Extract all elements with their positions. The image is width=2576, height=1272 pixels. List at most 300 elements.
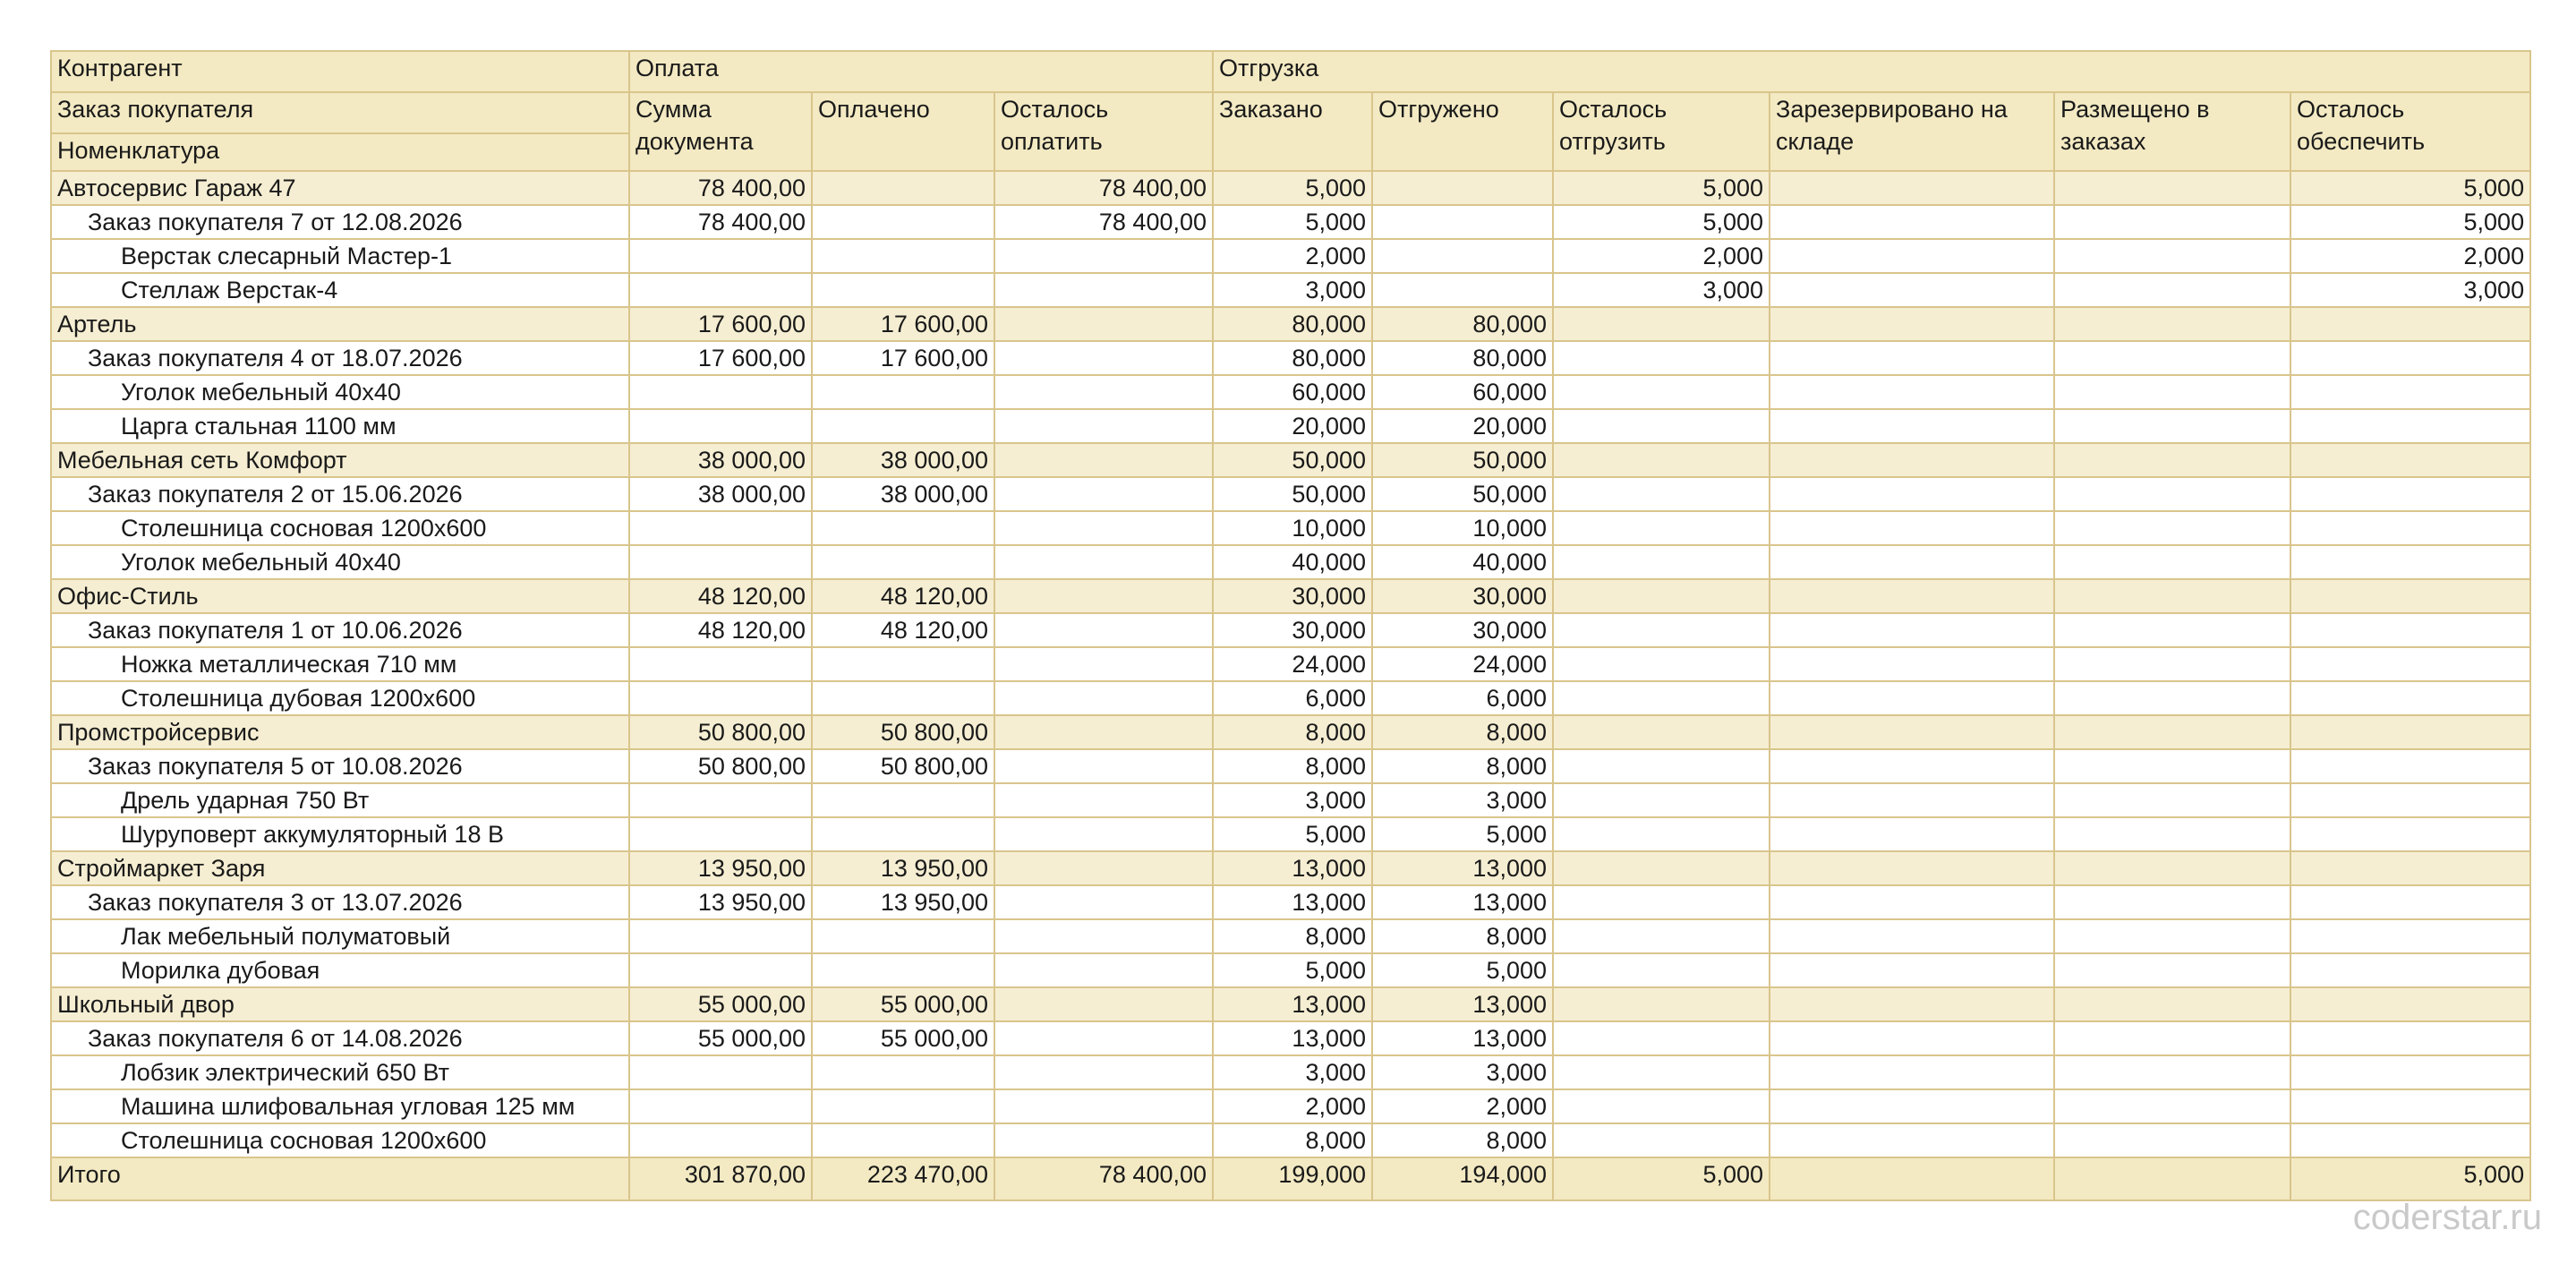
row-value-cell xyxy=(1770,1123,2054,1157)
contragent-row xyxy=(51,443,2530,477)
row-value-cell xyxy=(629,409,812,443)
row-value-cell: 55 000,00 xyxy=(629,1021,812,1055)
row-value-cell xyxy=(2054,681,2290,715)
row-value-cell xyxy=(994,987,1213,1021)
row-value-cell: 8,000 xyxy=(1372,749,1553,783)
row-value-cell xyxy=(629,817,812,851)
total-cell: 194,000 xyxy=(1372,1157,1553,1200)
row-value-cell xyxy=(1553,987,1770,1021)
row-value-cell xyxy=(2290,1021,2530,1055)
contragent-row xyxy=(51,579,2530,613)
row-value-cell: 2,000 xyxy=(2290,239,2530,273)
row-value-cell xyxy=(2290,681,2530,715)
row-name: Верстак слесарный Мастер-1 xyxy=(51,239,629,273)
row-value-cell xyxy=(812,205,994,239)
row-value-cell xyxy=(2290,511,2530,545)
row-value-cell: 13 950,00 xyxy=(812,851,994,885)
row-value-cell: 24,000 xyxy=(1372,647,1553,681)
row-value-cell: 50,000 xyxy=(1372,443,1553,477)
row-value-cell xyxy=(2054,273,2290,307)
item-row xyxy=(51,783,2530,817)
row-value-cell: 38 000,00 xyxy=(629,477,812,511)
row-value-cell: 55 000,00 xyxy=(629,987,812,1021)
row-value-cell: 78 400,00 xyxy=(994,205,1213,239)
header-shipment-group: Отгрузка xyxy=(1213,51,2530,92)
row-value-cell: 13 950,00 xyxy=(629,885,812,919)
row-value-cell xyxy=(1553,375,1770,409)
row-name: Уголок мебельный 40х40 xyxy=(51,375,629,409)
row-value-cell: 8,000 xyxy=(1213,1123,1372,1157)
row-value-cell xyxy=(812,171,994,205)
row-value-cell: 24,000 xyxy=(1213,647,1372,681)
row-name: Офис-Стиль xyxy=(51,579,629,613)
row-value-cell: 13,000 xyxy=(1372,851,1553,885)
row-value-cell xyxy=(1553,953,1770,987)
row-name: Машина шлифовальная угловая 125 мм xyxy=(51,1089,629,1123)
row-value-cell xyxy=(2054,919,2290,953)
row-value-cell: 50 800,00 xyxy=(629,715,812,749)
row-value-cell xyxy=(994,239,1213,273)
row-value-cell xyxy=(1770,443,2054,477)
total-cell: 223 470,00 xyxy=(812,1157,994,1200)
row-value-cell xyxy=(2290,375,2530,409)
row-value-cell xyxy=(1553,1055,1770,1089)
row-value-cell xyxy=(2290,613,2530,647)
row-name: Шуруповерт аккумуляторный 18 В xyxy=(51,817,629,851)
row-value-cell xyxy=(2290,307,2530,341)
header-left-to-ship: Осталось отгрузить xyxy=(1553,92,1770,171)
row-value-cell xyxy=(2290,477,2530,511)
row-value-cell xyxy=(1553,511,1770,545)
row-value-cell xyxy=(1553,749,1770,783)
row-value-cell xyxy=(1770,647,2054,681)
row-value-cell: 13,000 xyxy=(1213,1021,1372,1055)
row-value-cell xyxy=(1553,885,1770,919)
row-value-cell xyxy=(994,545,1213,579)
row-value-cell xyxy=(812,919,994,953)
row-value-cell xyxy=(994,1089,1213,1123)
row-value-cell xyxy=(2290,851,2530,885)
item-row xyxy=(51,919,2530,953)
row-value-cell xyxy=(2054,205,2290,239)
row-value-cell xyxy=(812,545,994,579)
item-row xyxy=(51,409,2530,443)
report-body xyxy=(51,171,2530,1157)
row-value-cell: 2,000 xyxy=(1372,1089,1553,1123)
row-value-cell xyxy=(994,375,1213,409)
row-value-cell xyxy=(629,1123,812,1157)
row-value-cell xyxy=(2054,749,2290,783)
item-row xyxy=(51,375,2530,409)
row-value-cell: 5,000 xyxy=(2290,205,2530,239)
row-value-cell xyxy=(1553,443,1770,477)
item-row xyxy=(51,273,2530,307)
item-row xyxy=(51,511,2530,545)
row-value-cell: 48 120,00 xyxy=(629,613,812,647)
row-value-cell: 8,000 xyxy=(1213,919,1372,953)
row-value-cell xyxy=(2054,239,2290,273)
row-name: Ножка металлическая 710 мм xyxy=(51,647,629,681)
row-value-cell xyxy=(994,409,1213,443)
row-value-cell xyxy=(812,783,994,817)
row-value-cell xyxy=(629,511,812,545)
row-value-cell xyxy=(994,749,1213,783)
row-value-cell: 50,000 xyxy=(1372,477,1553,511)
row-value-cell xyxy=(2054,817,2290,851)
row-name: Уголок мебельный 40х40 xyxy=(51,545,629,579)
item-row xyxy=(51,647,2530,681)
row-value-cell xyxy=(2054,443,2290,477)
row-value-cell xyxy=(2290,545,2530,579)
row-name: Столешница дубовая 1200х600 xyxy=(51,681,629,715)
row-value-cell xyxy=(994,715,1213,749)
row-value-cell xyxy=(1553,613,1770,647)
row-value-cell xyxy=(2054,579,2290,613)
row-value-cell: 5,000 xyxy=(1213,817,1372,851)
row-value-cell xyxy=(812,1055,994,1089)
row-value-cell xyxy=(812,681,994,715)
row-value-cell xyxy=(629,545,812,579)
row-value-cell xyxy=(1770,545,2054,579)
row-value-cell: 80,000 xyxy=(1213,341,1372,375)
row-value-cell: 50 800,00 xyxy=(812,749,994,783)
item-row xyxy=(51,1055,2530,1089)
row-value-cell: 50 800,00 xyxy=(812,715,994,749)
row-value-cell xyxy=(994,647,1213,681)
row-value-cell: 55 000,00 xyxy=(812,987,994,1021)
row-value-cell: 13 950,00 xyxy=(629,851,812,885)
row-value-cell xyxy=(1372,273,1553,307)
row-value-cell xyxy=(1553,545,1770,579)
row-value-cell xyxy=(1372,171,1553,205)
row-value-cell xyxy=(2290,817,2530,851)
row-value-cell xyxy=(1372,239,1553,273)
row-value-cell xyxy=(1770,307,2054,341)
item-row xyxy=(51,817,2530,851)
header-contragent: Контрагент xyxy=(51,51,629,92)
row-value-cell: 38 000,00 xyxy=(812,443,994,477)
row-name: Заказ покупателя 5 от 10.08.2026 xyxy=(51,749,629,783)
order-row xyxy=(51,749,2530,783)
contragent-row xyxy=(51,171,2530,205)
row-value-cell: 5,000 xyxy=(1553,171,1770,205)
row-value-cell: 50 800,00 xyxy=(629,749,812,783)
row-value-cell xyxy=(1770,1055,2054,1089)
row-value-cell: 60,000 xyxy=(1213,375,1372,409)
row-value-cell xyxy=(2054,885,2290,919)
row-value-cell xyxy=(2054,783,2290,817)
row-value-cell xyxy=(1770,783,2054,817)
header-payment-group: Оплата xyxy=(629,51,1213,92)
row-value-cell: 13,000 xyxy=(1372,987,1553,1021)
row-value-cell xyxy=(2290,579,2530,613)
row-value-cell xyxy=(1553,409,1770,443)
row-value-cell: 13,000 xyxy=(1213,851,1372,885)
row-value-cell: 5,000 xyxy=(1553,205,1770,239)
row-value-cell xyxy=(2290,443,2530,477)
row-value-cell xyxy=(812,511,994,545)
row-value-cell: 2,000 xyxy=(1553,239,1770,273)
row-name: Заказ покупателя 6 от 14.08.2026 xyxy=(51,1021,629,1055)
order-row xyxy=(51,1021,2530,1055)
row-value-cell xyxy=(994,477,1213,511)
row-value-cell xyxy=(1553,715,1770,749)
row-value-cell: 8,000 xyxy=(1213,749,1372,783)
total-label: Итого xyxy=(51,1157,629,1200)
row-name: Школьный двор xyxy=(51,987,629,1021)
row-name: Лак мебельный полуматовый xyxy=(51,919,629,953)
row-value-cell xyxy=(994,307,1213,341)
row-value-cell xyxy=(994,273,1213,307)
row-value-cell: 48 120,00 xyxy=(629,579,812,613)
row-value-cell xyxy=(1770,477,2054,511)
row-value-cell: 30,000 xyxy=(1213,613,1372,647)
order-row xyxy=(51,205,2530,239)
header-placed-in-orders: Размещено в заказах xyxy=(2054,92,2290,171)
row-value-cell xyxy=(1553,681,1770,715)
row-value-cell xyxy=(629,647,812,681)
row-value-cell xyxy=(812,953,994,987)
row-value-cell: 38 000,00 xyxy=(812,477,994,511)
row-name: Промстройсервис xyxy=(51,715,629,749)
row-value-cell xyxy=(1770,409,2054,443)
contragent-row xyxy=(51,987,2530,1021)
row-value-cell xyxy=(2290,919,2530,953)
row-value-cell xyxy=(2054,375,2290,409)
row-value-cell: 5,000 xyxy=(1372,817,1553,851)
row-value-cell xyxy=(1553,1123,1770,1157)
report-table xyxy=(50,50,2531,1201)
row-value-cell xyxy=(994,885,1213,919)
header-left-to-provide: Осталось обеспечить xyxy=(2290,92,2530,171)
row-name: Автосервис Гараж 47 xyxy=(51,171,629,205)
row-value-cell: 13 950,00 xyxy=(812,885,994,919)
row-value-cell xyxy=(1770,919,2054,953)
row-value-cell xyxy=(994,681,1213,715)
row-value-cell: 78 400,00 xyxy=(994,171,1213,205)
row-value-cell: 20,000 xyxy=(1213,409,1372,443)
item-row xyxy=(51,953,2530,987)
row-value-cell: 30,000 xyxy=(1372,579,1553,613)
row-name: Заказ покупателя 7 от 12.08.2026 xyxy=(51,205,629,239)
item-row xyxy=(51,1089,2530,1123)
row-value-cell xyxy=(994,341,1213,375)
row-value-cell xyxy=(629,1089,812,1123)
watermark: coderstar.ru xyxy=(2352,1198,2542,1237)
row-value-cell xyxy=(2054,171,2290,205)
row-value-cell xyxy=(1553,919,1770,953)
row-value-cell: 20,000 xyxy=(1372,409,1553,443)
row-value-cell: 3,000 xyxy=(1213,273,1372,307)
row-value-cell: 6,000 xyxy=(1372,681,1553,715)
row-value-cell xyxy=(1770,817,2054,851)
row-value-cell xyxy=(994,919,1213,953)
row-value-cell xyxy=(812,647,994,681)
row-value-cell xyxy=(629,953,812,987)
row-name: Артель xyxy=(51,307,629,341)
row-value-cell xyxy=(2290,1089,2530,1123)
row-value-cell xyxy=(2290,953,2530,987)
row-value-cell: 3,000 xyxy=(1372,1055,1553,1089)
row-value-cell xyxy=(994,443,1213,477)
total-cell: 5,000 xyxy=(1553,1157,1770,1200)
row-value-cell xyxy=(629,783,812,817)
row-value-cell xyxy=(2054,1089,2290,1123)
row-value-cell xyxy=(1770,851,2054,885)
row-value-cell xyxy=(2054,477,2290,511)
row-value-cell xyxy=(1770,171,2054,205)
row-name: Морилка дубовая xyxy=(51,953,629,987)
row-value-cell: 2,000 xyxy=(1213,1089,1372,1123)
row-name: Дрель ударная 750 Вт xyxy=(51,783,629,817)
row-value-cell: 17 600,00 xyxy=(629,307,812,341)
header-shipped: Отгружено xyxy=(1372,92,1553,171)
row-value-cell xyxy=(2054,647,2290,681)
header-paid: Оплачено xyxy=(812,92,994,171)
row-name: Строймаркет Заря xyxy=(51,851,629,885)
row-value-cell xyxy=(1770,205,2054,239)
row-name: Мебельная сеть Комфорт xyxy=(51,443,629,477)
row-value-cell: 80,000 xyxy=(1372,341,1553,375)
row-value-cell: 13,000 xyxy=(1372,1021,1553,1055)
row-value-cell xyxy=(812,1089,994,1123)
total-cell: 5,000 xyxy=(2290,1157,2530,1200)
total-cell xyxy=(1770,1157,2054,1200)
row-value-cell: 3,000 xyxy=(1213,1055,1372,1089)
row-value-cell xyxy=(2054,511,2290,545)
total-cell: 199,000 xyxy=(1213,1157,1372,1200)
row-value-cell xyxy=(2054,341,2290,375)
row-value-cell: 17 600,00 xyxy=(812,307,994,341)
row-value-cell xyxy=(1553,647,1770,681)
order-row xyxy=(51,613,2530,647)
total-cell: 78 400,00 xyxy=(994,1157,1213,1200)
row-value-cell xyxy=(2290,409,2530,443)
row-value-cell: 55 000,00 xyxy=(812,1021,994,1055)
row-value-cell: 13,000 xyxy=(1213,885,1372,919)
item-row xyxy=(51,1123,2530,1157)
row-value-cell xyxy=(994,953,1213,987)
row-name: Столешница сосновая 1200х600 xyxy=(51,511,629,545)
row-value-cell xyxy=(812,239,994,273)
header-nomenclature: Номенклатура xyxy=(51,133,629,171)
row-value-cell: 78 400,00 xyxy=(629,171,812,205)
row-value-cell xyxy=(2054,409,2290,443)
row-value-cell xyxy=(812,409,994,443)
row-value-cell: 5,000 xyxy=(1213,171,1372,205)
row-value-cell: 50,000 xyxy=(1213,443,1372,477)
row-value-cell xyxy=(2290,647,2530,681)
row-value-cell xyxy=(629,681,812,715)
row-value-cell: 3,000 xyxy=(1213,783,1372,817)
row-value-cell xyxy=(629,375,812,409)
total-cell: 301 870,00 xyxy=(629,1157,812,1200)
row-value-cell xyxy=(1553,817,1770,851)
row-value-cell: 17 600,00 xyxy=(812,341,994,375)
header-ordered: Заказано xyxy=(1213,92,1372,171)
row-value-cell xyxy=(1770,1021,2054,1055)
row-value-cell: 10,000 xyxy=(1372,511,1553,545)
total-cell xyxy=(2054,1157,2290,1200)
row-value-cell xyxy=(1553,307,1770,341)
row-value-cell xyxy=(2290,715,2530,749)
row-value-cell xyxy=(812,375,994,409)
row-value-cell xyxy=(994,1055,1213,1089)
row-value-cell xyxy=(2290,341,2530,375)
row-value-cell xyxy=(2054,1021,2290,1055)
row-value-cell xyxy=(2054,1123,2290,1157)
row-value-cell xyxy=(994,783,1213,817)
row-value-cell: 13,000 xyxy=(1213,987,1372,1021)
row-value-cell xyxy=(1770,987,2054,1021)
row-value-cell: 2,000 xyxy=(1213,239,1372,273)
contragent-row xyxy=(51,851,2530,885)
row-value-cell xyxy=(1770,715,2054,749)
row-name: Столешница сосновая 1200х600 xyxy=(51,1123,629,1157)
row-value-cell: 5,000 xyxy=(1213,953,1372,987)
row-value-cell xyxy=(994,511,1213,545)
row-value-cell: 17 600,00 xyxy=(629,341,812,375)
row-value-cell xyxy=(994,613,1213,647)
row-value-cell: 48 120,00 xyxy=(812,613,994,647)
row-value-cell xyxy=(2290,783,2530,817)
row-value-cell xyxy=(1553,477,1770,511)
contragent-row xyxy=(51,307,2530,341)
row-value-cell: 8,000 xyxy=(1372,715,1553,749)
row-value-cell xyxy=(1770,1089,2054,1123)
row-value-cell xyxy=(2054,1055,2290,1089)
row-value-cell xyxy=(994,817,1213,851)
row-value-cell: 30,000 xyxy=(1213,579,1372,613)
row-value-cell xyxy=(629,919,812,953)
report-header xyxy=(51,51,2530,171)
row-value-cell xyxy=(1770,341,2054,375)
contragent-row xyxy=(51,715,2530,749)
header-left-to-pay: Осталось оплатить xyxy=(994,92,1213,171)
row-value-cell xyxy=(812,273,994,307)
row-value-cell xyxy=(1553,1089,1770,1123)
row-value-cell xyxy=(2054,851,2290,885)
row-value-cell: 60,000 xyxy=(1372,375,1553,409)
row-value-cell: 5,000 xyxy=(2290,171,2530,205)
row-value-cell xyxy=(2054,613,2290,647)
row-name: Заказ покупателя 3 от 13.07.2026 xyxy=(51,885,629,919)
report-total xyxy=(51,1157,2530,1200)
row-name: Заказ покупателя 2 от 15.06.2026 xyxy=(51,477,629,511)
header-order: Заказ покупателя xyxy=(51,92,629,133)
row-value-cell xyxy=(1553,579,1770,613)
row-name: Стеллаж Верстак-4 xyxy=(51,273,629,307)
row-value-cell: 30,000 xyxy=(1372,613,1553,647)
row-value-cell: 8,000 xyxy=(1213,715,1372,749)
item-row xyxy=(51,545,2530,579)
row-value-cell xyxy=(2290,1055,2530,1089)
row-value-cell xyxy=(2290,885,2530,919)
row-value-cell xyxy=(1770,579,2054,613)
row-value-cell: 78 400,00 xyxy=(629,205,812,239)
header-document-sum: Сумма документа xyxy=(629,92,812,171)
row-value-cell: 40,000 xyxy=(1213,545,1372,579)
row-value-cell: 40,000 xyxy=(1372,545,1553,579)
row-value-cell: 48 120,00 xyxy=(812,579,994,613)
row-value-cell: 13,000 xyxy=(1372,885,1553,919)
row-value-cell xyxy=(2290,1123,2530,1157)
row-value-cell xyxy=(2054,715,2290,749)
row-value-cell: 38 000,00 xyxy=(629,443,812,477)
row-value-cell xyxy=(1553,1021,1770,1055)
row-value-cell: 50,000 xyxy=(1213,477,1372,511)
row-value-cell: 3,000 xyxy=(1553,273,1770,307)
